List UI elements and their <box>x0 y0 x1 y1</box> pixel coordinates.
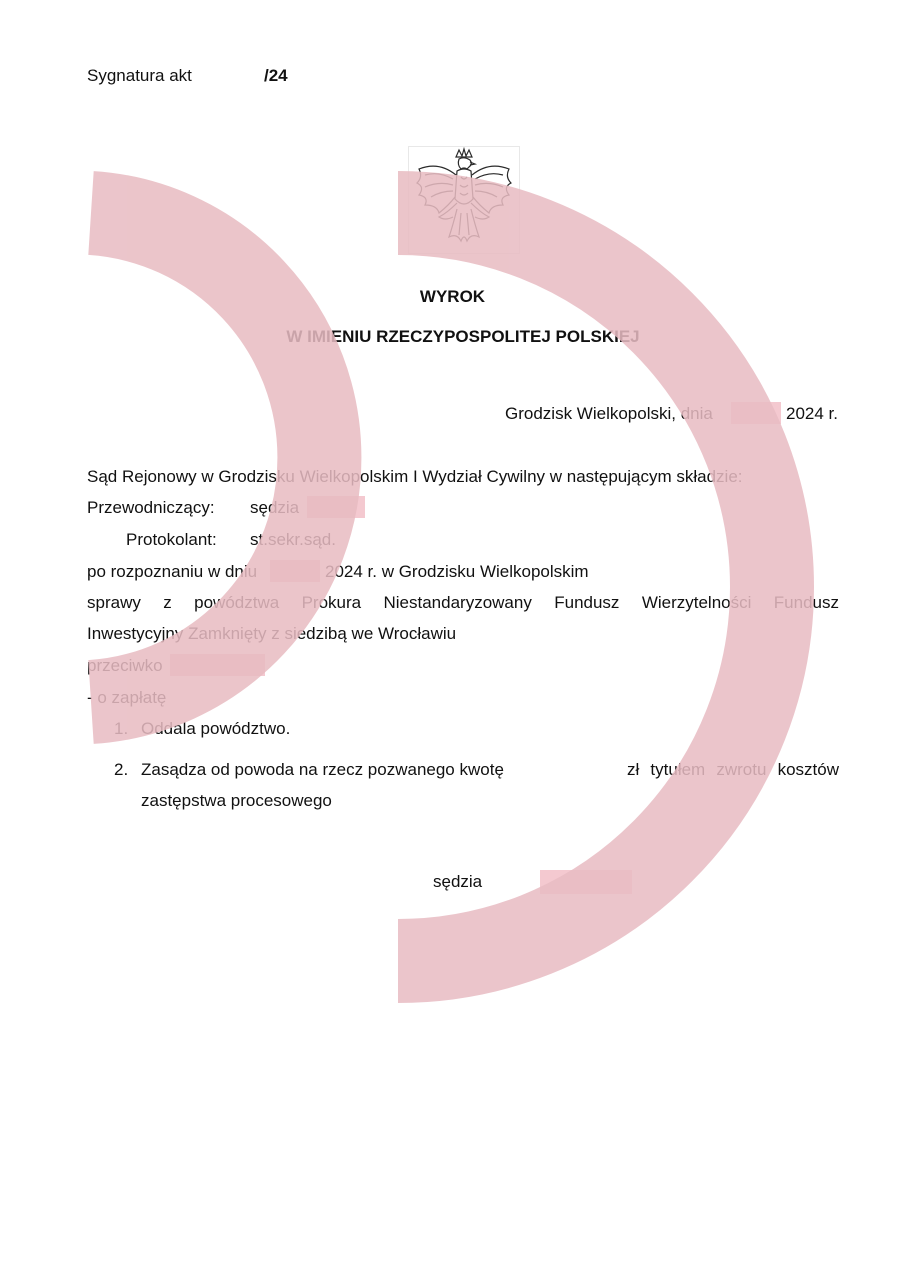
court-composition: Sąd Rejonowy w Grodzisku Wielkopolskim I Wydział Cywilny w następującym składzie: <box>87 467 743 486</box>
chair-value: sędzia <box>250 498 300 517</box>
watermark-right-arc <box>398 213 772 961</box>
document-subtitle: W IMIENIU RZECZYPOSPOLITEJ POLSKIEJ <box>286 327 640 346</box>
signature-label: sędzia <box>433 872 483 891</box>
ruling-2-text-line2: zastępstwa procesowego <box>141 791 332 810</box>
ruling-1-text: Oddala powództwo. <box>141 719 291 738</box>
case-signature-label: Sygnatura akt <box>87 66 192 85</box>
ruling-1-number: 1. <box>114 719 129 738</box>
chair-label: Przewodniczący: <box>87 498 215 517</box>
document-title: WYROK <box>419 287 486 306</box>
hearing-suffix: 2024 r. w Grodzisku Wielkopolskim <box>325 562 589 581</box>
ruling-2-number: 2. <box>114 760 129 779</box>
clerk-value: st.sekr.sąd. <box>250 530 336 549</box>
case-plaintiff-line2: Inwestycyjny Zamknięty z siedzibą we Wrocławiu <box>87 624 457 643</box>
redacted-chair-name <box>307 496 365 518</box>
redacted-judge-name <box>540 870 632 894</box>
redacted-defendant <box>170 654 265 676</box>
case-signature <box>87 66 192 86</box>
clerk-label: Protokolant: <box>126 530 217 549</box>
case-signature-suffix: /24 <box>264 66 288 85</box>
place-date-place: Grodzisk Wielkopolski, dnia <box>505 404 713 423</box>
hearing-prefix: po rozpoznaniu w dniu <box>87 562 258 581</box>
case-subject: - o zapłatę <box>87 688 167 707</box>
polish-eagle-emblem-icon <box>408 146 520 254</box>
case-against: przeciwko <box>87 656 163 675</box>
redacted-date <box>731 402 781 424</box>
redacted-hearing-date <box>270 560 320 582</box>
place-date-year: 2024 r. <box>786 404 838 423</box>
case-plaintiff-line1: sprawy z powództwa Prokura Niestandaryzowany Fundusz Wierzytelności Fundusz <box>87 593 839 612</box>
ruling-2-text-b: zł tytułem zwrotu kosztów <box>627 760 839 779</box>
ruling-2-text-a: Zasądza od powoda na rzecz pozwanego kwotę <box>141 760 504 779</box>
